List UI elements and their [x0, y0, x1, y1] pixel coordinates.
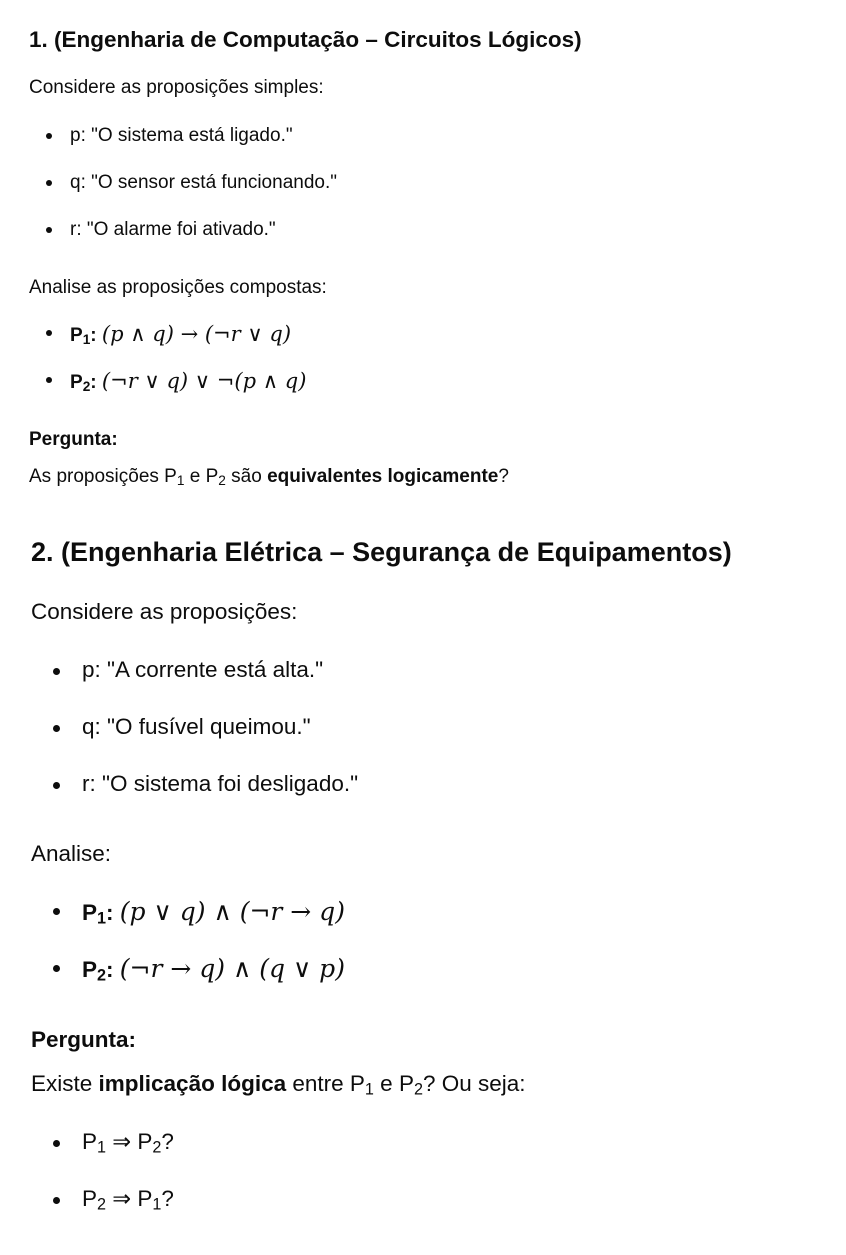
label-base: P [82, 957, 98, 982]
label-colon: : [106, 957, 114, 982]
question-1-question-label: Pergunta: [29, 429, 118, 450]
label-sub: 2 [82, 379, 91, 394]
label-base: P [70, 372, 83, 393]
label-colon: : [90, 325, 97, 346]
compound-proposition-p1 [70, 322, 291, 347]
formula: (p ∧ q) → (¬r ∨ q) [101, 322, 292, 346]
question-1-analyze: Analise as proposições compostas: [29, 277, 327, 298]
question-2-intro: Considere as proposições: [31, 599, 298, 624]
label-sub: 2 [97, 966, 107, 985]
label-base: P [70, 325, 83, 346]
implication-p2-p1: $P_2$ ⇒ $P_1$? [82, 1186, 174, 1214]
label-colon: : [106, 900, 114, 925]
question-1-question: As proposições $P_1$ e $P_2$ são equivalentes logicamente? [29, 466, 509, 488]
question-1-intro: Considere as proposições simples: [29, 77, 324, 98]
formula: (¬r → q) ∧ (q ∨ p) [119, 954, 345, 983]
label-sub: 1 [82, 332, 91, 347]
question-2-heading: 2. (Engenharia Elétrica – Segurança de Equipamentos) [31, 537, 732, 567]
question-2-question-label: Pergunta: [31, 1027, 137, 1052]
list-item: p: "A corrente está alta." [82, 657, 324, 682]
list-item: r: "O sistema foi desligado." [82, 771, 359, 796]
formula: (p ∨ q) ∧ (¬r → q) [119, 897, 345, 926]
label-base: P [82, 900, 98, 925]
label-sub: 1 [97, 909, 107, 928]
question-2-question: Existe implicação lógica entre $P_1$ e $P_2$? Ou seja: [31, 1071, 526, 1099]
list-item: q: "O fusível queimou." [82, 714, 311, 739]
list-item: p: "O sistema está ligado." [70, 125, 293, 146]
list-item: r: "O alarme foi ativado." [70, 219, 276, 240]
list-item: q: "O sensor está funcionando." [70, 172, 337, 193]
compound-proposition-p2 [70, 369, 306, 394]
label-colon: : [90, 372, 97, 393]
implication-p1-p2: $P_1$ ⇒ $P_2$? [82, 1129, 174, 1157]
compound-proposition-p2 [82, 954, 345, 983]
question-1-heading: 1. (Engenharia de Computação – Circuitos Lógicos) [29, 27, 582, 52]
compound-proposition-p1 [82, 897, 345, 926]
question-2-analyze: Analise: [31, 841, 112, 866]
formula: (¬r ∨ q) ∨ ¬(p ∧ q) [101, 369, 307, 393]
